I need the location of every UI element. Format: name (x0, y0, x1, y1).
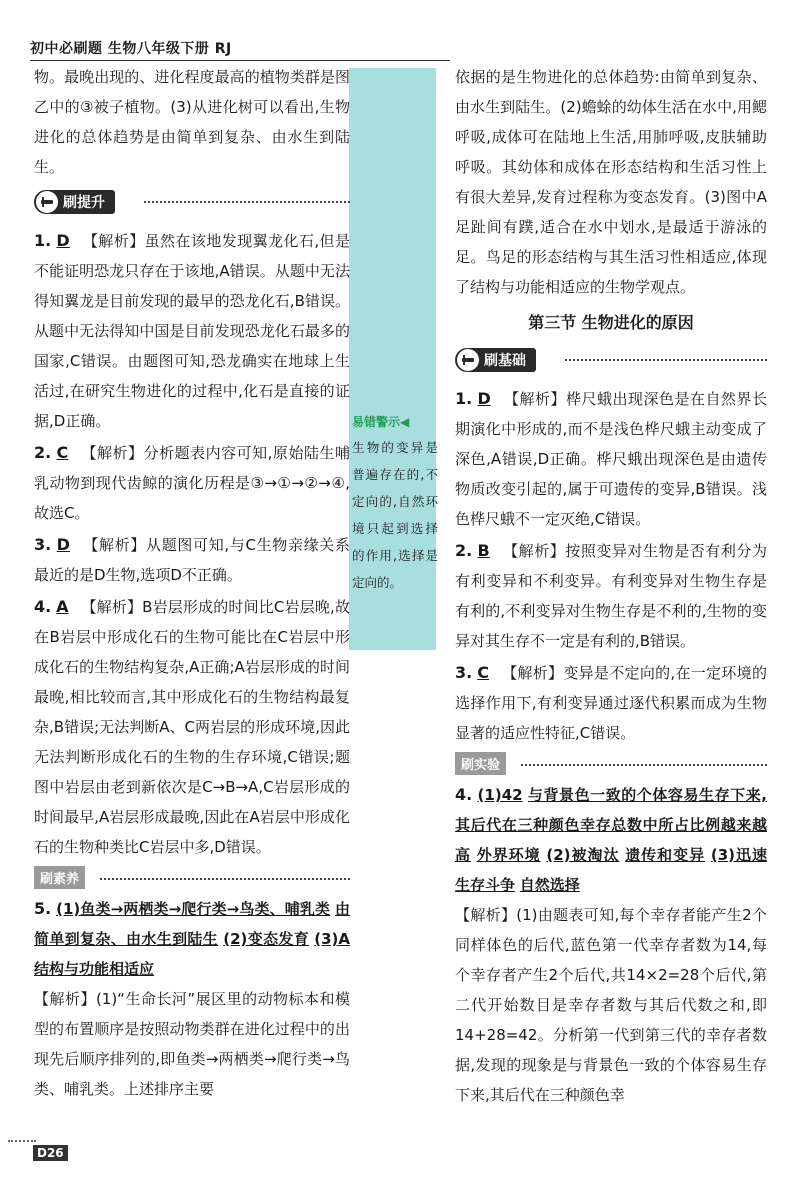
question-number: 1. (455, 389, 473, 408)
analysis-text: 【解析】桦尺蛾出现深色是在自然界长期演化中形成的,而不是浅色桦尺蛾主动变成了深色,A错误,D正确。桦尺蛾出现深色是由遗传物质改变引起的,属于可遗传的变异,B错误。浅色桦尺蛾不一定灭绝,C错误。 (455, 390, 767, 528)
section-title: 第三节 生物进化的原因 (528, 313, 694, 332)
question-item (34, 530, 350, 590)
question-item (455, 658, 767, 748)
answer-part: 由简单到复杂、由水生到陆生 (34, 900, 350, 948)
dotted-rule (521, 764, 767, 766)
section-tag-literacy (34, 866, 350, 892)
dotted-rule (100, 878, 350, 880)
question-item (34, 592, 350, 862)
answer-letter: D (477, 389, 491, 408)
badge-label: 刷基础 (484, 353, 526, 369)
badge (34, 190, 115, 214)
dotted-rule (144, 201, 350, 203)
section-tag-experiment (455, 752, 767, 778)
question-number: 4. (34, 597, 52, 616)
question-item (34, 226, 350, 436)
dotted-rule (565, 359, 767, 361)
footer-dots (8, 1140, 36, 1142)
answer-part: 结构与功能相适应 (34, 960, 155, 978)
pen-icon (457, 349, 479, 371)
answer-part: 外界环境 (476, 846, 541, 864)
answer-letter: D (56, 535, 70, 554)
analysis-text: 【解析】B岩层形成的时间比C岩层晚,故在B岩层中形成化石的生物可能比在C岩层中形成化石的生物结构复杂,A正确;A岩层形成的时间最晚,相比较而言,其中形成化石的生物结构最复杂,B错误;无法判断A、C两岩层的形成环境,因此无法判断形成化石的生物的生存环境,C错误;题图中岩层由老到新依次是C→B→A,C岩层形成的时间最早,A岩层形成最晚,因此在A岩层中形成化石的生物种类比C岩层中多,D错误。 (34, 598, 350, 856)
answer-part: 遗传和变异 (625, 846, 706, 864)
answer-letter: C (56, 443, 69, 462)
right-column (455, 62, 767, 1110)
pen-icon (36, 191, 58, 213)
analysis-text: 【解析】变异是不定向的,在一定环境的选择作用下,有利变异通过逐代积累而成为生物显著的适应性特征,C错误。 (455, 664, 767, 742)
error-tip (352, 412, 438, 596)
left-column (34, 62, 350, 1104)
answer-part: (3)A (314, 930, 350, 948)
badge-label: 刷提升 (63, 195, 105, 211)
answer-letter: C (477, 663, 490, 682)
section-badge-improve (34, 190, 350, 222)
question-item (34, 894, 350, 1104)
header-title: 初中必刷题 生物八年级下册 RJ (30, 41, 232, 57)
tag-label: 刷实验 (455, 752, 506, 775)
analysis-text: 【解析】分析题表内容可知,原始陆生哺乳动物到现代齿鲸的演化历程是③→①→②→④,故选C。 (34, 444, 350, 522)
question-number: 3. (455, 663, 473, 682)
analysis-text: 【解析】从题图可知,与C生物亲缘关系最近的是D生物,选项D不正确。 (34, 536, 350, 584)
analysis-text: 【解析】(1)“生命长河”展区里的动物标本和模型的布置顺序是按照动物类群在进化过程中的出现先后顺序排列的,即鱼类→两栖类→爬行类→鸟类、哺乳类。上述排序主要 (34, 990, 350, 1098)
question-item (455, 780, 767, 1110)
header-rule (30, 60, 450, 61)
question-item (455, 536, 767, 656)
answer-part: 与背景色一致的个体容易生存下来,其后代在三种颜色幸存总数中所占比例越来越高 (455, 786, 767, 864)
section-badge-basic (455, 348, 767, 380)
answer-letter: D (56, 231, 70, 250)
question-number: 3. (34, 535, 52, 554)
tag-label: 刷素养 (34, 866, 85, 889)
answer-part: (3)迅速 (710, 846, 767, 864)
tip-body: 生物的变异是普遍存在的,不定向的,自然环境只起到选择的作用,选择是定向的。 (352, 440, 438, 590)
question-item (34, 438, 350, 528)
answer-letter: B (477, 541, 490, 560)
answer-part: (1)鱼类→两栖类→爬行类→鸟类、哺乳类 (56, 900, 331, 918)
answer-part: (2)被淘汰 (546, 846, 620, 864)
question-number: 2. (34, 443, 52, 462)
analysis-text: 【解析】按照变异对生物是否有利分为有利变异和不利变异。有利变异对生物生存是有利的,不利变异对生物生存是不利的,生物的变异对其生存不一定是有利的,B错误。 (455, 542, 767, 650)
question-number: 1. (34, 231, 52, 250)
question-item (455, 384, 767, 534)
page-number: D26 (33, 1145, 68, 1161)
answer-part: 自然选择 (519, 876, 580, 894)
answer-part: (1)42 (477, 786, 523, 804)
answer-part: (2)变态发育 (223, 930, 310, 948)
question-number: 5. (34, 899, 52, 918)
analysis-text: 【解析】虽然在该地发现翼龙化石,但是不能证明恐龙只存在于该地,A错误。从题中无法得知翼龙是目前发现的最早的恐龙化石,B错误。从题中无法得知中国是目前发现恐龙化石最多的国家,C错误。由题图可知,恐龙确实在地球上生活过,在研究生物进化的过程中,化石是直接的证据,D正确。 (34, 232, 350, 430)
page-header (30, 38, 450, 62)
question-number: 2. (455, 541, 473, 560)
answer-part: 生存斗争 (455, 876, 516, 894)
question-number: 4. (455, 785, 473, 804)
badge (455, 348, 536, 372)
answer-letter: A (56, 597, 69, 616)
continued-paragraph: 依据的是生物进化的总体趋势:由简单到复杂、由水生到陆生。(2)蟾蜍的幼体生活在水中,用鳃呼吸,成体可在陆地上生活,用肺呼吸,皮肤辅助呼吸。其幼体和成体在形态结构和生活习性上有很大差异,发育过程称为变态发育。(3)图中A足趾间有蹼,适合在水中划水,是最适于游泳的足。鸟足的形态结构与其生活习性相适应,体现了结构与功能相适应的生物学观点。 (455, 68, 767, 296)
intro-paragraph: 物。最晚出现的、进化程度最高的植物类群是图乙中的③被子植物。(3)从进化树可以看出,生物进化的总体趋势是由简单到复杂、由水生到陆生。 (34, 68, 350, 176)
tip-heading: 易错警示◀ (352, 415, 410, 429)
analysis-text: 【解析】(1)由题表可知,每个幸存者能产生2个同样体色的后代,蓝色第一代幸存者数为14,每个幸存者产生2个后代,共14×2=28个后代,第二代开始数目是幸存者数与其后代数之和,即14+28=42。分析第一代到第三代的幸存者数据,发现的现象是与背景色一致的个体容易生存下来,其后代在三种颜色幸 (455, 906, 767, 1104)
